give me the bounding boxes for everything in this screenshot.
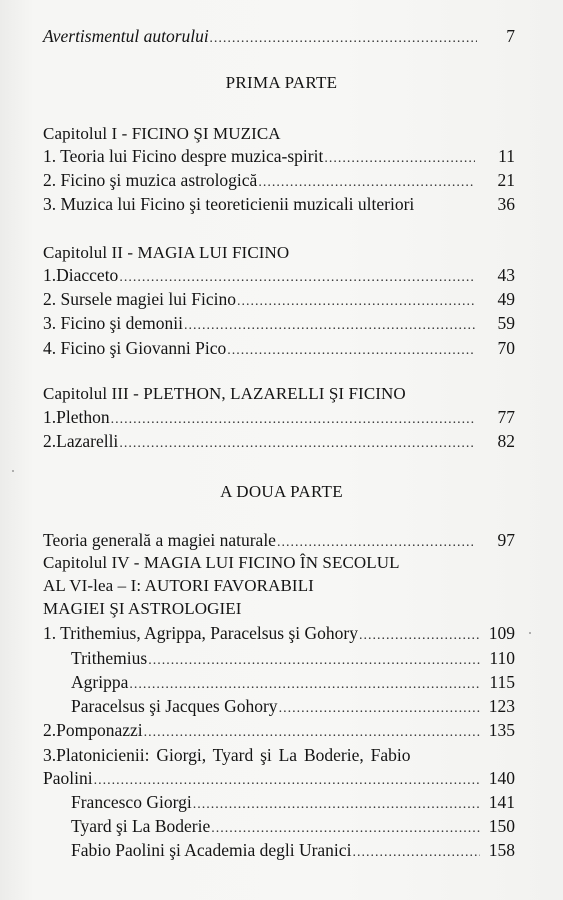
toc-entry[interactable] <box>43 768 515 792</box>
toc-entry-label: 1.Diacceto <box>43 265 119 285</box>
toc-entry-label: Tyard şi La Boderie <box>71 816 211 836</box>
toc-entry-general[interactable] <box>43 530 515 554</box>
toc-entry[interactable] <box>43 313 515 337</box>
toc-page-number: 7 <box>506 26 515 46</box>
toc-page-number: 150 <box>488 816 515 836</box>
toc-page-number: 77 <box>497 407 515 427</box>
dot-leader <box>359 628 480 644</box>
toc-entry-label: Teoria generală a magiei naturale <box>43 530 276 550</box>
toc-entry-label: 2. Sursele magiei lui Ficino <box>43 289 236 309</box>
toc-page-number: 110 <box>489 648 515 668</box>
toc-page-number: 59 <box>497 313 515 333</box>
toc-entry-label: Trithemius <box>71 648 148 668</box>
toc-page-number: 135 <box>488 720 515 740</box>
toc-entry-label: 2.Pomponazzi <box>43 720 143 740</box>
dot-leader <box>94 773 480 789</box>
toc-entry-label: Paracelsus şi Jacques Gohory <box>71 696 278 716</box>
toc-page-number: 141 <box>488 792 515 812</box>
dot-leader <box>119 270 474 286</box>
toc-page-number: 109 <box>488 623 515 643</box>
toc-subentry[interactable] <box>71 696 515 720</box>
toc-entry[interactable] <box>43 146 515 170</box>
toc-entry-label: Agrippa <box>71 672 129 692</box>
toc-entry-label: 3. Muzica lui Ficino şi teoreticienii muzicali ulteriori <box>43 194 415 214</box>
toc-entry-label: 1. Trithemius, Agrippa, Paracelsus şi Gohory <box>43 623 358 643</box>
toc-entry[interactable] <box>43 407 515 431</box>
toc-subentry[interactable] <box>71 672 515 696</box>
chapter-4-title-line-1: Capitolul IV - MAGIA LUI FICINO ÎN SECOLUL <box>43 553 400 572</box>
toc-entry-label: Paolini <box>43 768 93 788</box>
toc-subentry[interactable] <box>71 840 515 864</box>
chapter-2-title: Capitolul II - MAGIA LUI FICINO <box>43 243 290 262</box>
scan-speck <box>529 632 531 634</box>
toc-entry-label: 3. Ficino şi demonii <box>43 313 183 333</box>
toc-entry-label: 4. Ficino şi Giovanni Pico <box>43 338 227 358</box>
toc-entry-label: Francesco Giorgi <box>71 792 192 812</box>
chapter-3-title: Capitolul III - PLETHON, LAZARELLI ŞI FICINO <box>43 384 406 403</box>
toc-entry-label: Avertismentul autorului <box>43 26 209 46</box>
toc-subentry[interactable] <box>71 792 515 816</box>
toc-entry-label: Fabio Paolini şi Academia degli Uranici <box>71 840 352 860</box>
dot-leader <box>144 725 480 741</box>
toc-entry-label: 1.Plethon <box>43 407 110 427</box>
toc-entry-label: 2. Ficino şi muzica astrologică <box>43 170 258 190</box>
toc-entry[interactable] <box>43 289 515 313</box>
toc-entry-label: 1. Teoria lui Ficino despre muzica-spirit <box>43 146 324 166</box>
toc-entry-wrapped-line-1[interactable]: 3.Platonicienii: Giorgi, Tyard şi La Boderie, Fabio <box>43 745 411 765</box>
toc-page-number: 49 <box>497 289 515 309</box>
toc-entry[interactable] <box>43 338 515 362</box>
dot-leader <box>352 845 479 861</box>
toc-page-number: 21 <box>497 170 515 190</box>
toc-page-number: 97 <box>497 530 515 550</box>
dot-leader <box>148 653 480 669</box>
dot-leader <box>277 535 473 551</box>
dot-leader <box>279 701 480 717</box>
toc-page-number: 36 <box>497 194 515 214</box>
scan-speck <box>12 470 14 472</box>
dot-leader <box>184 318 475 334</box>
toc-page-number: 140 <box>488 768 515 788</box>
dot-leader <box>211 821 480 837</box>
toc-page-number: 115 <box>489 672 515 692</box>
toc-page-number: 158 <box>488 840 515 860</box>
toc-entry[interactable] <box>43 623 515 647</box>
dot-leader <box>119 436 474 452</box>
dot-leader <box>129 677 480 693</box>
toc-page-number: 123 <box>488 696 515 716</box>
toc-subentry[interactable] <box>71 648 515 672</box>
toc-page-number: 70 <box>497 338 515 358</box>
dot-leader <box>237 294 475 310</box>
dot-leader <box>111 412 475 428</box>
chapter-4-title-line-2: AL VI-lea – I: AUTORI FAVORABILI <box>43 576 314 595</box>
dot-leader <box>210 31 477 47</box>
toc-entry-preface[interactable] <box>43 26 515 50</box>
toc-entry[interactable] <box>43 194 515 218</box>
toc-entry-label: 2.Lazarelli <box>43 431 119 451</box>
dot-leader <box>324 151 475 167</box>
chapter-1-title: Capitolul I - FICINO ŞI MUZICA <box>43 124 281 143</box>
toc-entry[interactable] <box>43 720 515 744</box>
dot-leader <box>258 175 474 191</box>
toc-subentry[interactable] <box>71 816 515 840</box>
toc-entry[interactable] <box>43 431 515 455</box>
dot-leader <box>193 797 480 813</box>
part-heading-1: PRIMA PARTE <box>225 73 338 92</box>
dot-leader <box>227 343 474 359</box>
toc-page-number: 82 <box>497 431 515 451</box>
part-heading-2: A DOUA PARTE <box>220 482 343 501</box>
toc-entry[interactable] <box>43 170 515 194</box>
toc-entry[interactable] <box>43 265 515 289</box>
toc-page-number: 43 <box>497 265 515 285</box>
chapter-4-title-line-3: MAGIEI ŞI ASTROLOGIEI <box>43 599 242 618</box>
toc-page-number: 11 <box>498 146 515 166</box>
